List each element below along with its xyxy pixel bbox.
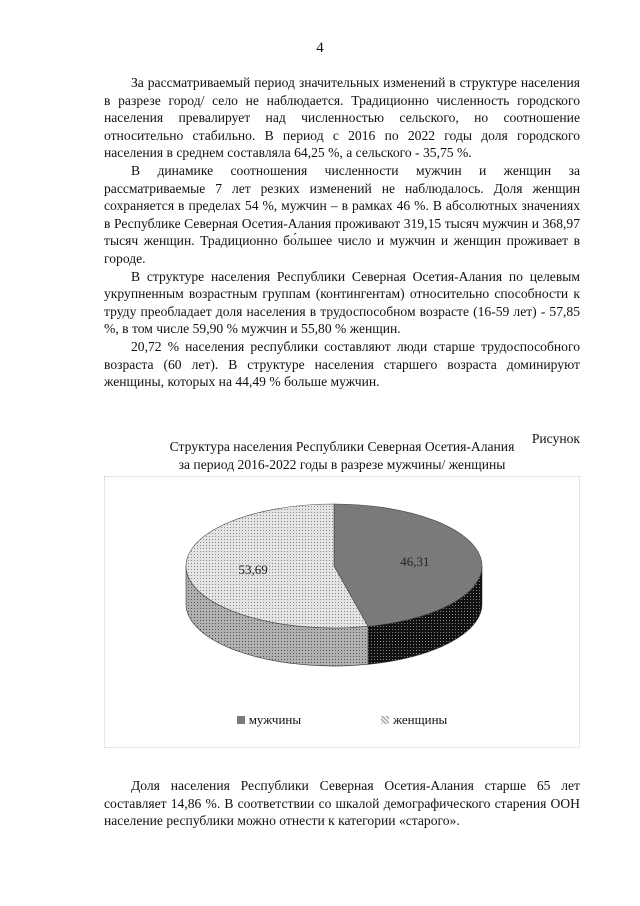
paragraph: Доля населения Республики Северная Осетия-Алания старше 65 лет составляет 14,86 %. В соответствии со шкалой демографического старения ООН население республики можно отнести к категории «старого». [104,778,580,829]
legend-swatch-men [237,716,245,724]
chart-legend [104,712,580,728]
figure-label: Рисунок [531,431,580,446]
page-number: 4 [316,40,324,56]
text-block-bottom [104,777,580,830]
chart-title [104,438,580,473]
legend-label-women: женщины [393,712,448,727]
legend-item-women [381,712,447,728]
pie-chart [104,476,580,748]
paragraph: В динамике соотношения численности мужчин и женщин за рассматриваемые 7 лет резких изменений не наблюдалось. Доля женщин сохраняется в пределах 54 %, мужчин – в рамках 46 %. В абсолютных значениях в Республике Северная Осетия-Алания проживают 319,15 тысяч мужчин и 368,97 тысяч женщин. Традиционно бо́льшее число и мужчин и женщин проживает в городе. [104,162,580,266]
chart-title-line-2: за период 2016-2022 годы в разрезе мужчины/ женщины [178,456,506,472]
paragraph: 20,72 % населения республики составляют люди старше трудоспособного возраста (60 лет). В структуре населения старшего возраста доминируют женщины, которых на 44,49 % больше мужчин. [104,338,580,390]
chart-title-line-1: Структура населения Республики Северная Осетия-Алания [169,439,515,454]
legend-item-men [237,712,301,728]
paragraph: В структуре населения Республики Северная Осетия-Алания по целевым укрупненным возрастным группам (контингентам) относительно способности к труду преобладает доля населения в трудоспособном возрасте (16-59 лет) - 57,85 %, в том числе 59,90 % мужчин и 55,80 % женщин. [104,268,580,337]
pie-data-label-men: 46,31 [400,554,430,570]
legend-label-men: мужчины [248,712,302,727]
text-block-top [104,74,580,391]
paragraph: За рассматриваемый период значительных изменений в структуре населения в разрезе город/ село не наблюдается. Традиционно численность городского населения превалирует над численностью сельского, но соотношение относительно стабильно. В период с 2016 по 2022 годы доля городского населения в среднем составляла 64,25 %, а сельского - 35,75 %. [104,75,580,161]
pie-data-label-women: 53,69 [238,561,268,577]
legend-swatch-women [381,716,389,724]
